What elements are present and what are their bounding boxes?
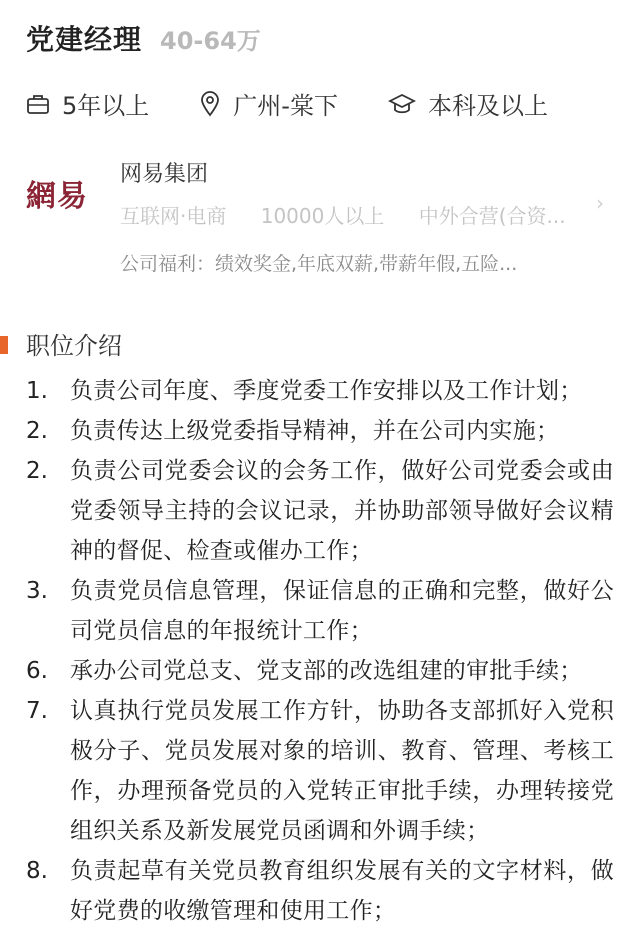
item-number: 1. (26, 378, 48, 404)
list-item (26, 451, 614, 571)
education-text: 本科及以上 (427, 92, 548, 120)
job-header (0, 0, 640, 296)
company-ownership: 中外合营(合资... (418, 204, 566, 228)
job-title: 党建经理 (26, 23, 143, 56)
description-heading: 职位介绍 (26, 332, 122, 360)
salary: 40-64万 (160, 27, 261, 55)
company-name: 网易集团 (120, 162, 209, 187)
company-industry: 互联网·电商 (120, 204, 227, 228)
company-logo: 網易 (26, 179, 88, 214)
item-number: 7. (26, 698, 48, 724)
location-text: 广州-棠下 (233, 92, 338, 120)
description-list (26, 371, 614, 931)
item-number: 8. (26, 858, 48, 884)
section-divider (0, 296, 640, 326)
list-item (26, 651, 614, 691)
company-card[interactable] (26, 157, 614, 296)
list-item (26, 371, 614, 411)
item-text: 负责公司党委会议的会务工作，做好公司党委会或由党委领导主持的会议记录，并协助部领导做好会议精神的督促、检查或催办工作； (70, 458, 614, 564)
education-meta (388, 86, 548, 121)
item-text: 负责起草有关党员教育组织发展有关的文字材料，做好党费的收缴管理和使用工作； (70, 858, 614, 924)
chevron-right-icon[interactable]: › (596, 191, 604, 215)
graduation-cap-icon (388, 93, 416, 115)
item-text: 承办公司党总支、党支部的改选组建的审批手续； (70, 658, 583, 684)
title-row (26, 18, 614, 58)
company-tags (120, 200, 594, 229)
item-text: 负责党员信息管理，保证信息的正确和完整，做好公司党员信息的年报统计工作； (70, 578, 614, 644)
location-pin-icon (199, 91, 221, 117)
item-text: 认真执行党员发展工作方针，协助各支部抓好入党积极分子、党员发展对象的培训、教育、管理、考核工作，办理预备党员的入党转正审批手续，办理转接党组织关系及新发展党员函调和外调手续； (70, 698, 614, 844)
briefcase-icon (26, 93, 50, 115)
company-benefits: 公司福利：绩效奖金,年底双薪,带薪年假,五险... (120, 253, 518, 275)
location-meta (199, 86, 338, 121)
experience-meta (26, 86, 149, 121)
item-text: 负责公司年度、季度党委工作安排以及工作计划； (70, 378, 583, 404)
item-number: 3. (26, 578, 48, 604)
list-item (26, 571, 614, 651)
list-item (26, 851, 614, 931)
list-item (26, 411, 614, 451)
item-text: 负责传达上级党委指导精神，并在公司内实施； (70, 418, 560, 444)
experience-text: 5年以上 (62, 92, 150, 120)
item-number: 2. (26, 418, 48, 444)
job-meta (26, 86, 614, 121)
list-item (26, 691, 614, 851)
job-description (0, 326, 640, 931)
company-size: 10000人以上 (260, 204, 385, 228)
section-accent-bar (0, 336, 8, 354)
item-number: 2. (26, 458, 48, 484)
company-info (120, 157, 594, 276)
item-number: 6. (26, 658, 48, 684)
